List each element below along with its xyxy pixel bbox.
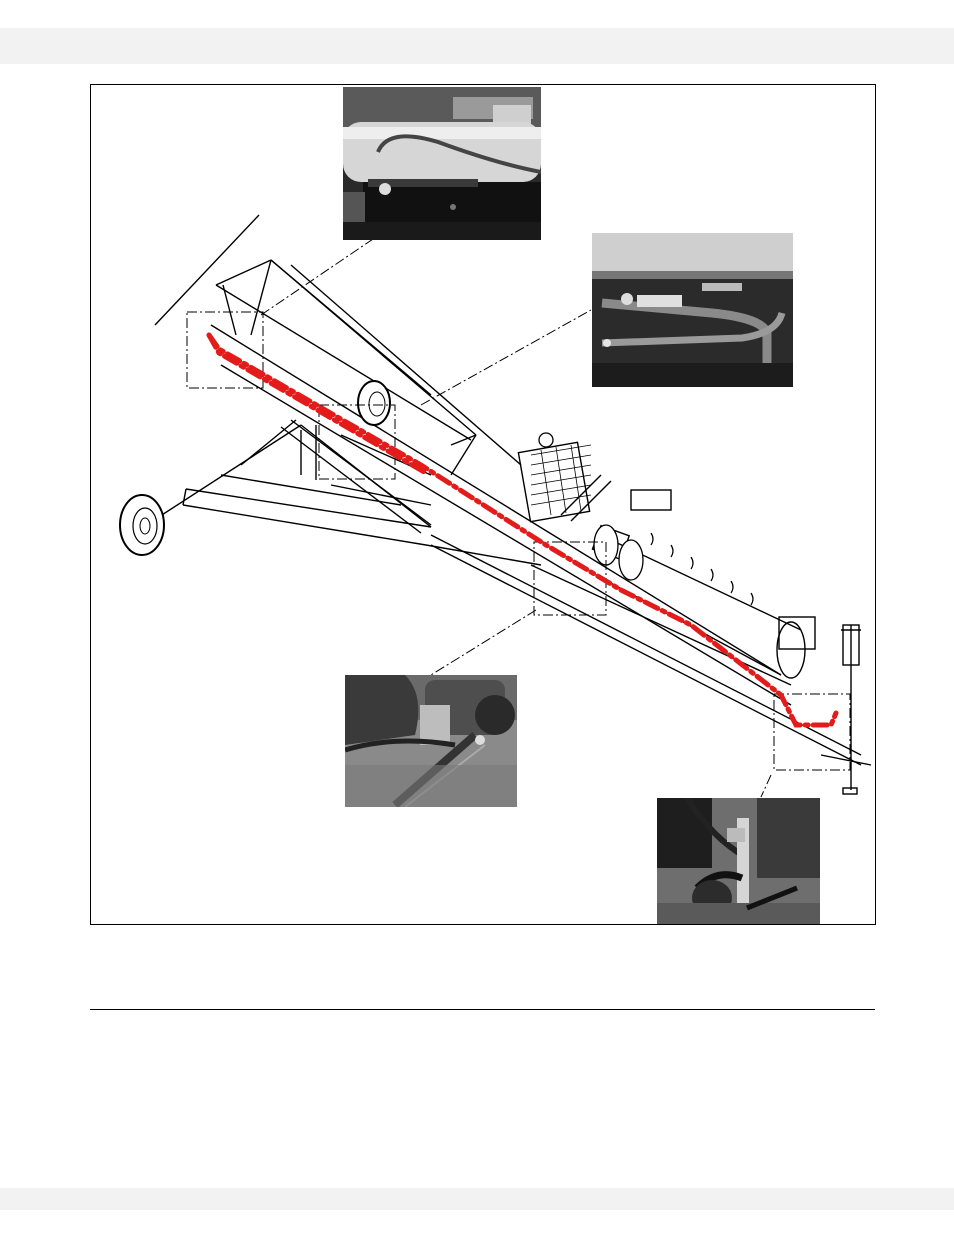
transport-wheel-left [120, 495, 164, 555]
header-band [0, 28, 954, 64]
tube-rib-marks [651, 533, 753, 605]
safety-grate [531, 445, 591, 515]
section-divider [90, 1009, 875, 1010]
photo-lower-tube-valve [345, 675, 517, 807]
photo-upper-tube-cylinder [343, 87, 541, 240]
photo-hose-along-tube [592, 233, 793, 387]
hydraulic-hose-route [209, 335, 836, 725]
hydraulic-routing-figure [90, 84, 876, 925]
photo-valve-connection [657, 798, 820, 925]
footer-band [0, 1188, 954, 1210]
transport-wheel-right [358, 381, 390, 425]
